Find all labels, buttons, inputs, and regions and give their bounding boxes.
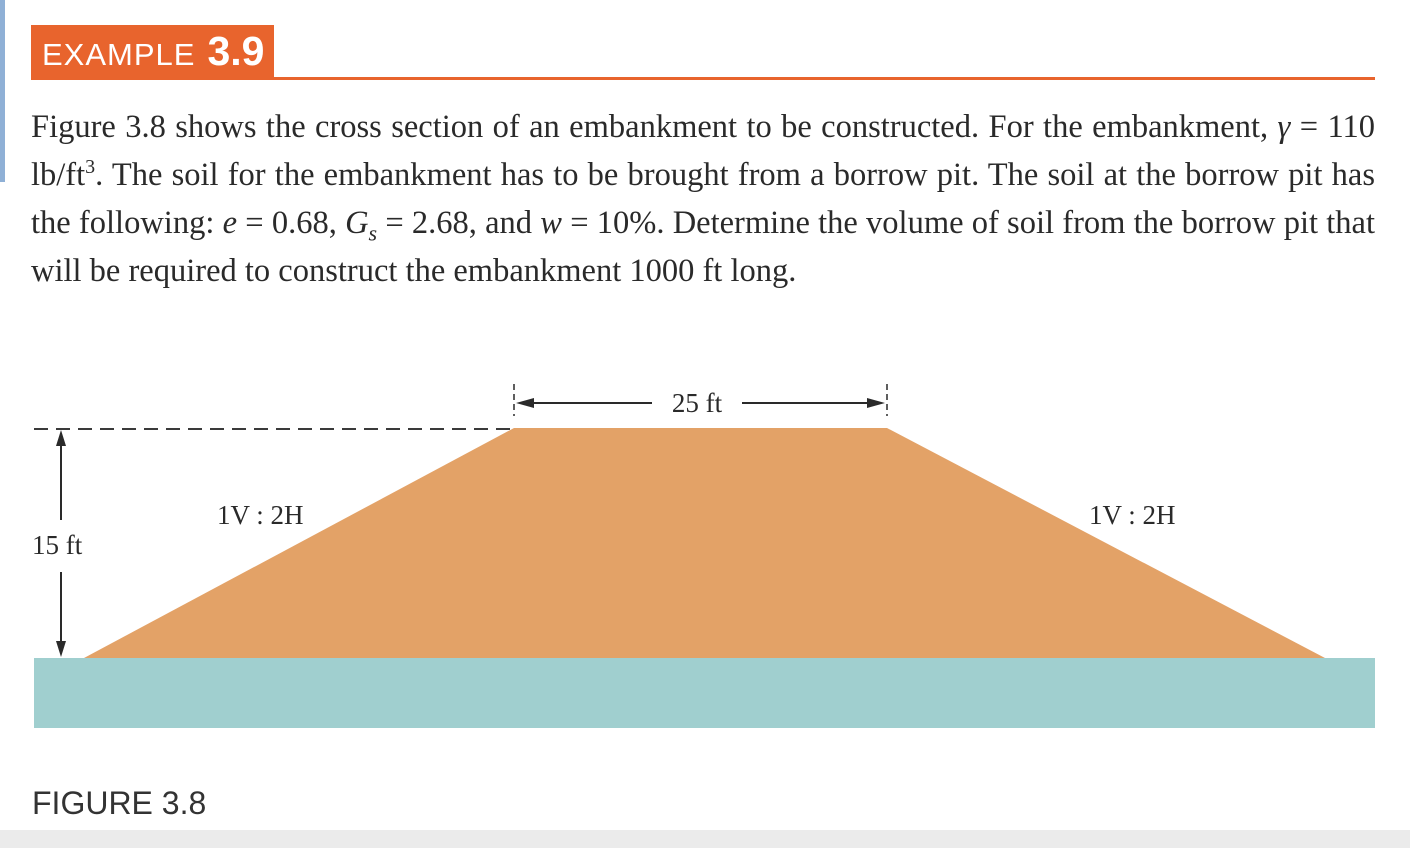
specific-gravity-symbol: G bbox=[345, 205, 369, 241]
example-number: 3.9 bbox=[207, 27, 265, 74]
top-width-arrowhead-left bbox=[516, 398, 534, 408]
unit-exponent: 3 bbox=[85, 156, 96, 178]
void-ratio-symbol: e bbox=[222, 205, 238, 241]
top-width-label: 25 ft bbox=[671, 388, 723, 418]
problem-text-part: = 110 lb/ft bbox=[31, 109, 1376, 193]
problem-text-part: . The soil for the embankment has to be brought from a borrow pit. The soil at the borrow pit has the following: bbox=[31, 157, 1375, 241]
problem-text-part: = 0.68, bbox=[237, 205, 346, 241]
problem-text-part: = 10%. Determine the volume of soil from the borrow pit that will be required to construct the embankment 1000 ft long. bbox=[31, 205, 1375, 289]
example-label: EXAMPLE bbox=[42, 37, 196, 72]
problem-text-part: = 2.68, and bbox=[377, 205, 541, 241]
problem-statement bbox=[31, 103, 1375, 295]
height-arrowhead-up bbox=[56, 430, 66, 446]
embankment-section bbox=[84, 428, 1325, 658]
problem-text-part: Figure 3.8 shows the cross section of an embankment to be constructed. For the embankment, bbox=[31, 109, 1278, 145]
height-arrowhead-down bbox=[56, 641, 66, 657]
moisture-content-symbol: w bbox=[540, 205, 562, 241]
ground-layer bbox=[34, 658, 1375, 728]
gamma-symbol: γ bbox=[1277, 109, 1291, 145]
bottom-strip bbox=[0, 830, 1410, 848]
embankment-figure bbox=[0, 360, 1410, 740]
left-slope-label: 1V : 2H bbox=[217, 500, 304, 530]
specific-gravity-subscript: s bbox=[368, 220, 378, 246]
header-rule bbox=[31, 77, 1375, 80]
figure-caption: FIGURE 3.8 bbox=[32, 785, 207, 821]
example-header bbox=[31, 25, 274, 77]
top-width-arrowhead-right bbox=[867, 398, 885, 408]
height-label: 15 ft bbox=[32, 530, 83, 560]
left-accent-bar bbox=[0, 0, 5, 182]
right-slope-label: 1V : 2H bbox=[1089, 500, 1176, 530]
